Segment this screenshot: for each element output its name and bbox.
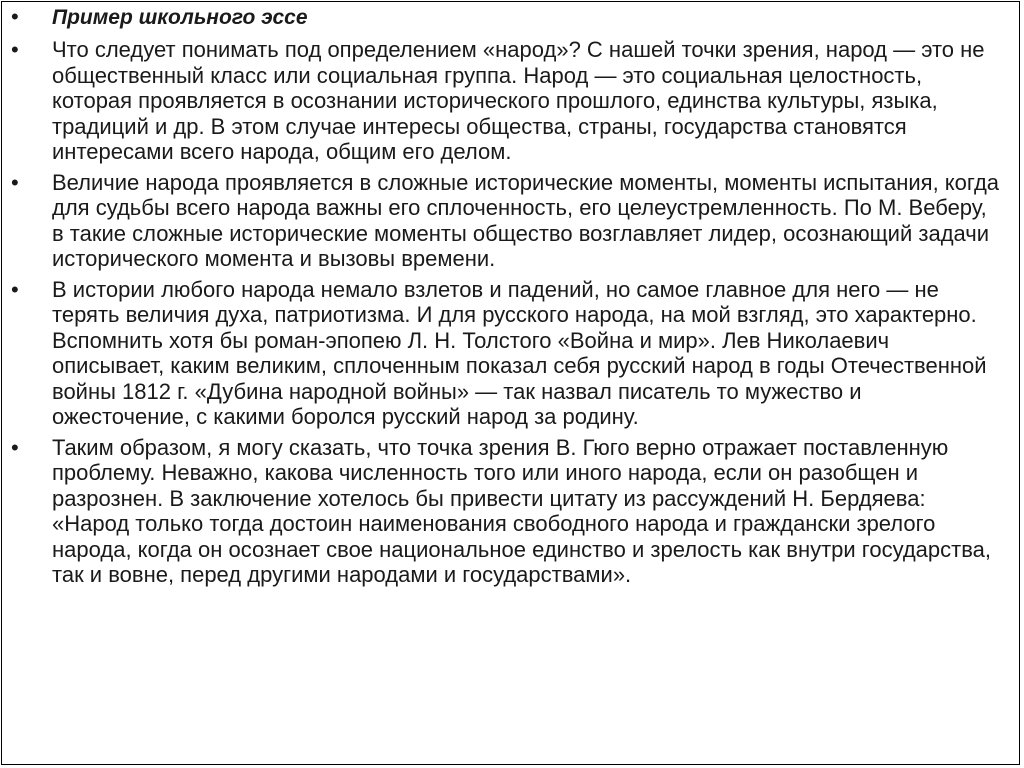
slide (1, 1, 1020, 765)
bullet-list (2, 4, 1002, 593)
bullet-marker: • (11, 37, 19, 62)
bullet-marker: • (11, 4, 19, 29)
list-item (2, 170, 1002, 272)
paragraph-history: В истории любого народа немало взлетов и падений, но самое главное для него — не терять величия духа, патриотизма. И для русского народа, на мой взгляд, это характерно. Вспомнить хотя бы роман-эпопею Л. Н. Толстого «Война и мир». Лев Николаевич описывает, каким великим, сплоченным показал себя русский народ в годы Отечественной войны 1812 г. «Дубина народной войны» — так назвал писатель то мужество и ожесточение, с какими боролся русский народ за родину. (52, 276, 987, 429)
bullet-marker: • (11, 434, 19, 460)
heading-item (2, 4, 1002, 32)
bullet-marker: • (11, 276, 19, 302)
bullet-marker: • (11, 169, 19, 195)
list-item (2, 277, 1002, 430)
list-item (2, 37, 1002, 165)
paragraph-conclusion: Таким образом, я могу сказать, что точка зрения В. Гюго верно отражает поставленную проблему. Неважно, какова численность того или иного народа, если он разобщен и разрознен. В заключение хотелось бы привести цитату из рассуждений Н. Бердяева: «Народ только тогда достоин наименования свободного народа и граждански зрелого народа, когда он осознает свое национальное единство и зрелость как внутри государства, так и вовне, перед другими народами и государствами». (52, 434, 992, 587)
list-item (2, 435, 1002, 588)
paragraph-greatness: Величие народа проявляется в сложные исторические моменты, моменты испытания, когда для судьбы всего народа важны его сплоченность, его целеустремленность. По М. Веберу, в такие сложные исторические моменты общество возглавляет лидер, осознающий задачи исторического момента и вызовы времени. (52, 169, 1000, 271)
essay-heading: Пример школьного эссе (52, 6, 308, 29)
paragraph-definition: Что следует понимать под определением «народ»? С нашей точки зрения, народ — это не общественный класс или социальная группа. Народ — это социальная целостность, которая проявляется в осознании исторического прошлого, единства культуры, языка, традиций и др. В этом случае интересы общества, страны, государства становятся интересами всего народа, общим его делом. (52, 37, 985, 164)
